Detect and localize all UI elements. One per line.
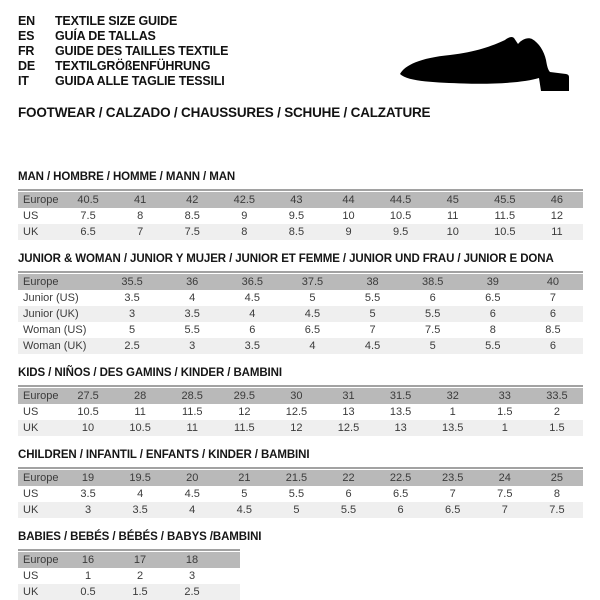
size-cell: 19.5 — [129, 472, 151, 484]
size-cell: 4.5 — [364, 340, 381, 352]
table-wrap — [18, 271, 583, 354]
size-cell: 6 — [489, 308, 496, 320]
size-cell: 7.5 — [184, 226, 200, 238]
row-label: Europe — [23, 390, 59, 402]
size-cell: 8 — [489, 324, 496, 336]
size-table — [18, 470, 583, 518]
size-cell: 38.5 — [421, 276, 444, 288]
size-cell: 5.5 — [485, 340, 501, 352]
table-row — [18, 290, 583, 306]
size-cell: 10 — [446, 226, 459, 238]
size-cell: 1.5 — [497, 406, 513, 418]
size-cell: 8.5 — [184, 210, 200, 222]
size-cell: 4.5 — [244, 292, 260, 304]
size-cell: 1 — [449, 406, 456, 418]
size-cell: 6 — [549, 308, 556, 320]
row-label: UK — [23, 226, 39, 238]
size-cell: 32 — [446, 390, 459, 402]
table-row — [18, 192, 583, 208]
table-row — [18, 568, 240, 584]
table-row — [18, 584, 240, 600]
size-cell: 10 — [81, 422, 95, 434]
table-title: CHILDREN / INFANTIL / ENFANTS / KINDER / BAMBINI — [18, 449, 310, 461]
table-row — [18, 502, 583, 518]
language-title: TEXTILGRÖßENFÜHRUNG — [55, 59, 211, 73]
size-cell: 24 — [498, 472, 511, 484]
size-cell: 13 — [394, 422, 407, 434]
row-label: Europe — [23, 554, 59, 566]
size-cell: 10.5 — [129, 422, 151, 434]
size-cell: 40.5 — [77, 194, 99, 206]
size-cell: 7.5 — [80, 210, 96, 222]
row-label: US — [23, 570, 39, 582]
size-cell: 8 — [553, 488, 560, 500]
size-cell: 4.5 — [236, 504, 252, 516]
size-cell: 3.5 — [132, 504, 148, 516]
size-cell: 10 — [342, 210, 355, 222]
filler-cell — [218, 584, 240, 600]
size-table — [18, 274, 583, 354]
size-cell: 8 — [241, 226, 248, 238]
size-table-section — [18, 253, 583, 354]
size-table — [18, 192, 583, 240]
size-cell: 1.5 — [132, 586, 148, 598]
size-cell: 29.5 — [233, 390, 256, 402]
table-wrap — [18, 549, 240, 600]
size-cell: 6 — [397, 504, 404, 516]
size-cell: 5 — [429, 340, 436, 352]
size-cell: 22.5 — [389, 472, 412, 484]
size-table-section — [18, 171, 583, 240]
size-cell: 5 — [293, 504, 300, 516]
size-cell: 23.5 — [441, 472, 464, 484]
language-row — [18, 59, 583, 74]
size-cell: 6 — [549, 340, 556, 352]
table-row — [18, 388, 583, 404]
size-cell: 1.5 — [549, 422, 565, 434]
table-title: JUNIOR & WOMAN / JUNIOR Y MUJER / JUNIOR ET FEMME / JUNIOR UND FRAU / JUNIOR E DONA — [18, 253, 554, 265]
size-cell: 21 — [238, 472, 251, 484]
table-wrap — [18, 189, 583, 240]
size-cell: 27.5 — [77, 390, 99, 402]
language-code: FR — [18, 44, 35, 58]
language-row — [18, 44, 583, 59]
size-cell: 11.5 — [181, 406, 203, 418]
size-cell: 12 — [290, 422, 303, 434]
size-cell: 11 — [446, 210, 459, 222]
size-cell: 11.5 — [234, 422, 255, 434]
size-cell: 18 — [185, 554, 199, 566]
size-cell: 4 — [249, 308, 256, 320]
size-cell: 5.5 — [288, 488, 305, 500]
row-label: Woman (US) — [23, 324, 87, 336]
size-table-section — [18, 531, 583, 600]
size-table-section — [18, 367, 583, 436]
row-label: UK — [23, 504, 39, 516]
size-cell: 36.5 — [241, 276, 264, 288]
size-cell: 4.5 — [184, 488, 200, 500]
size-cell: 6 — [249, 324, 256, 336]
language-row — [18, 74, 583, 89]
size-cell: 19 — [81, 472, 95, 484]
language-row — [18, 14, 583, 29]
table-row — [18, 486, 583, 502]
size-cell: 9 — [345, 226, 352, 238]
size-cell: 6.5 — [445, 504, 461, 516]
table-row — [18, 208, 583, 224]
size-cell: 2.5 — [184, 586, 200, 598]
table-title: KIDS / NIÑOS / DES GAMINS / KINDER / BAMBINI — [18, 367, 282, 379]
size-cell: 7 — [369, 324, 376, 336]
size-cell: 13 — [342, 406, 355, 418]
language-list — [18, 14, 583, 89]
size-cell: 33.5 — [546, 390, 568, 402]
size-cell: 9 — [241, 210, 248, 222]
size-cell: 1 — [501, 422, 508, 434]
language-title: GUÍA DE TALLAS — [55, 29, 156, 43]
size-cell: 3.5 — [184, 308, 200, 320]
size-cell: 7 — [137, 226, 144, 238]
table-row — [18, 306, 583, 322]
row-label: UK — [23, 586, 39, 598]
size-cell: 37.5 — [301, 276, 324, 288]
table-row — [18, 338, 583, 354]
size-cell: 43 — [290, 194, 303, 206]
language-code: EN — [18, 14, 35, 28]
size-cell: 17 — [133, 554, 147, 566]
size-cell: 4 — [189, 292, 196, 304]
language-row — [18, 29, 583, 44]
size-cell: 6 — [429, 292, 436, 304]
size-cell: 28.5 — [181, 390, 203, 402]
row-label: US — [23, 406, 39, 418]
size-cell: 13.5 — [389, 406, 412, 418]
size-cell: 7 — [549, 292, 556, 304]
language-code: DE — [18, 59, 35, 73]
size-cell: 40 — [546, 276, 560, 288]
size-cell: 7 — [449, 488, 456, 500]
row-label: Europe — [23, 194, 59, 206]
size-cell: 5 — [309, 292, 316, 304]
category-title: FOOTWEAR / CALZADO / CHAUSSURES / SCHUHE / CALZATURE — [18, 105, 431, 120]
row-label: Europe — [23, 472, 59, 484]
table-row — [18, 420, 583, 436]
size-cell: 21.5 — [285, 472, 308, 484]
language-title: TEXTILE SIZE GUIDE — [55, 14, 178, 28]
size-cell: 39 — [486, 276, 499, 288]
size-cell: 7.5 — [549, 504, 565, 516]
table-row — [18, 552, 240, 568]
size-cell: 3 — [188, 570, 196, 582]
row-label: Junior (US) — [23, 292, 79, 304]
row-label: Woman (UK) — [23, 340, 87, 352]
size-cell: 42 — [186, 194, 199, 206]
size-cell: 12 — [238, 406, 251, 418]
size-cell: 5 — [241, 488, 248, 500]
size-cell: 6.5 — [304, 324, 321, 336]
size-cell: 7 — [501, 504, 508, 516]
table-wrap — [18, 467, 583, 518]
size-cell: 10.5 — [389, 210, 412, 222]
size-cell: 44 — [342, 194, 355, 206]
size-cell: 2.5 — [124, 340, 140, 352]
table-row — [18, 470, 583, 486]
size-cell: 0.5 — [80, 586, 96, 598]
size-cell: 3 — [189, 340, 196, 352]
size-cell: 22 — [342, 472, 355, 484]
size-cell: 6 — [345, 488, 352, 500]
size-cell: 2 — [553, 406, 560, 418]
size-cell: 12.5 — [285, 406, 308, 418]
size-cell: 30 — [290, 390, 303, 402]
table-row — [18, 274, 583, 290]
row-label: US — [23, 210, 39, 222]
table-row — [18, 322, 583, 338]
size-cell: 4 — [189, 504, 196, 516]
size-cell: 4 — [309, 340, 316, 352]
row-label: US — [23, 488, 39, 500]
row-label: Junior (UK) — [23, 308, 79, 320]
language-title: GUIDA ALLE TAGLIE TESSILI — [55, 74, 225, 88]
size-cell: 3 — [84, 504, 92, 516]
size-cell: 45 — [446, 194, 459, 206]
language-code: ES — [18, 29, 35, 43]
size-cell: 8.5 — [545, 324, 561, 336]
row-label: UK — [23, 422, 39, 434]
size-cell: 42.5 — [233, 194, 256, 206]
table-title: MAN / HOMBRE / HOMME / MANN / MAN — [18, 171, 236, 183]
size-cell: 46 — [550, 194, 564, 206]
size-cell: 9.5 — [392, 226, 409, 238]
size-cell: 5.5 — [184, 324, 200, 336]
size-cell: 7.5 — [497, 488, 513, 500]
size-cell: 25 — [550, 472, 564, 484]
size-cell: 9.5 — [288, 210, 305, 222]
table-row — [18, 404, 583, 420]
size-cell: 31.5 — [389, 390, 412, 402]
size-cell: 13.5 — [441, 422, 464, 434]
size-cell: 5 — [369, 308, 376, 320]
size-table — [18, 388, 583, 436]
size-cell: 11 — [186, 422, 198, 434]
size-table — [18, 552, 240, 600]
size-cell: 3.5 — [124, 292, 140, 304]
size-cell: 38 — [366, 276, 379, 288]
size-cell: 10.5 — [77, 406, 99, 418]
size-cell: 5.5 — [364, 292, 381, 304]
size-cell: 3.5 — [244, 340, 260, 352]
size-cell: 35.5 — [121, 276, 143, 288]
row-label: Europe — [23, 276, 59, 288]
size-cell: 2 — [136, 570, 144, 582]
size-cell: 12 — [550, 210, 564, 222]
size-cell: 3.5 — [80, 488, 96, 500]
size-cell: 5 — [129, 324, 136, 336]
size-cell: 4 — [137, 488, 144, 500]
size-cell: 16 — [81, 554, 95, 566]
size-cell: 11 — [551, 226, 563, 238]
language-code: IT — [18, 74, 29, 88]
size-cell: 11 — [134, 406, 146, 418]
size-tables — [18, 171, 583, 600]
size-cell: 7.5 — [425, 324, 441, 336]
size-cell: 4.5 — [304, 308, 321, 320]
size-cell: 3 — [129, 308, 136, 320]
size-cell: 31 — [342, 390, 355, 402]
size-cell: 11.5 — [494, 210, 516, 222]
size-cell: 5.5 — [340, 504, 357, 516]
size-cell: 10.5 — [494, 226, 516, 238]
size-cell: 6.5 — [485, 292, 501, 304]
size-cell: 6.5 — [80, 226, 96, 238]
filler-cell — [218, 568, 240, 584]
size-cell: 33 — [498, 390, 511, 402]
size-cell: 28 — [134, 390, 147, 402]
size-cell: 44.5 — [389, 194, 412, 206]
size-cell: 20 — [186, 472, 199, 484]
size-cell: 36 — [186, 276, 199, 288]
size-cell: 8.5 — [288, 226, 305, 238]
table-title: BABIES / BEBÉS / BÉBÉS / BABYS /BAMBINI — [18, 531, 262, 543]
size-cell: 12.5 — [337, 422, 360, 434]
size-cell: 41 — [134, 194, 147, 206]
size-cell: 1 — [84, 570, 92, 582]
size-cell: 6.5 — [392, 488, 409, 500]
filler-cell — [218, 552, 240, 568]
size-cell: 5.5 — [425, 308, 441, 320]
language-title: GUIDE DES TAILLES TEXTILE — [55, 44, 229, 58]
table-row — [18, 224, 583, 240]
size-table-section — [18, 449, 583, 518]
size-cell: 8 — [137, 210, 144, 222]
table-wrap — [18, 385, 583, 436]
size-cell: 45.5 — [494, 194, 516, 206]
